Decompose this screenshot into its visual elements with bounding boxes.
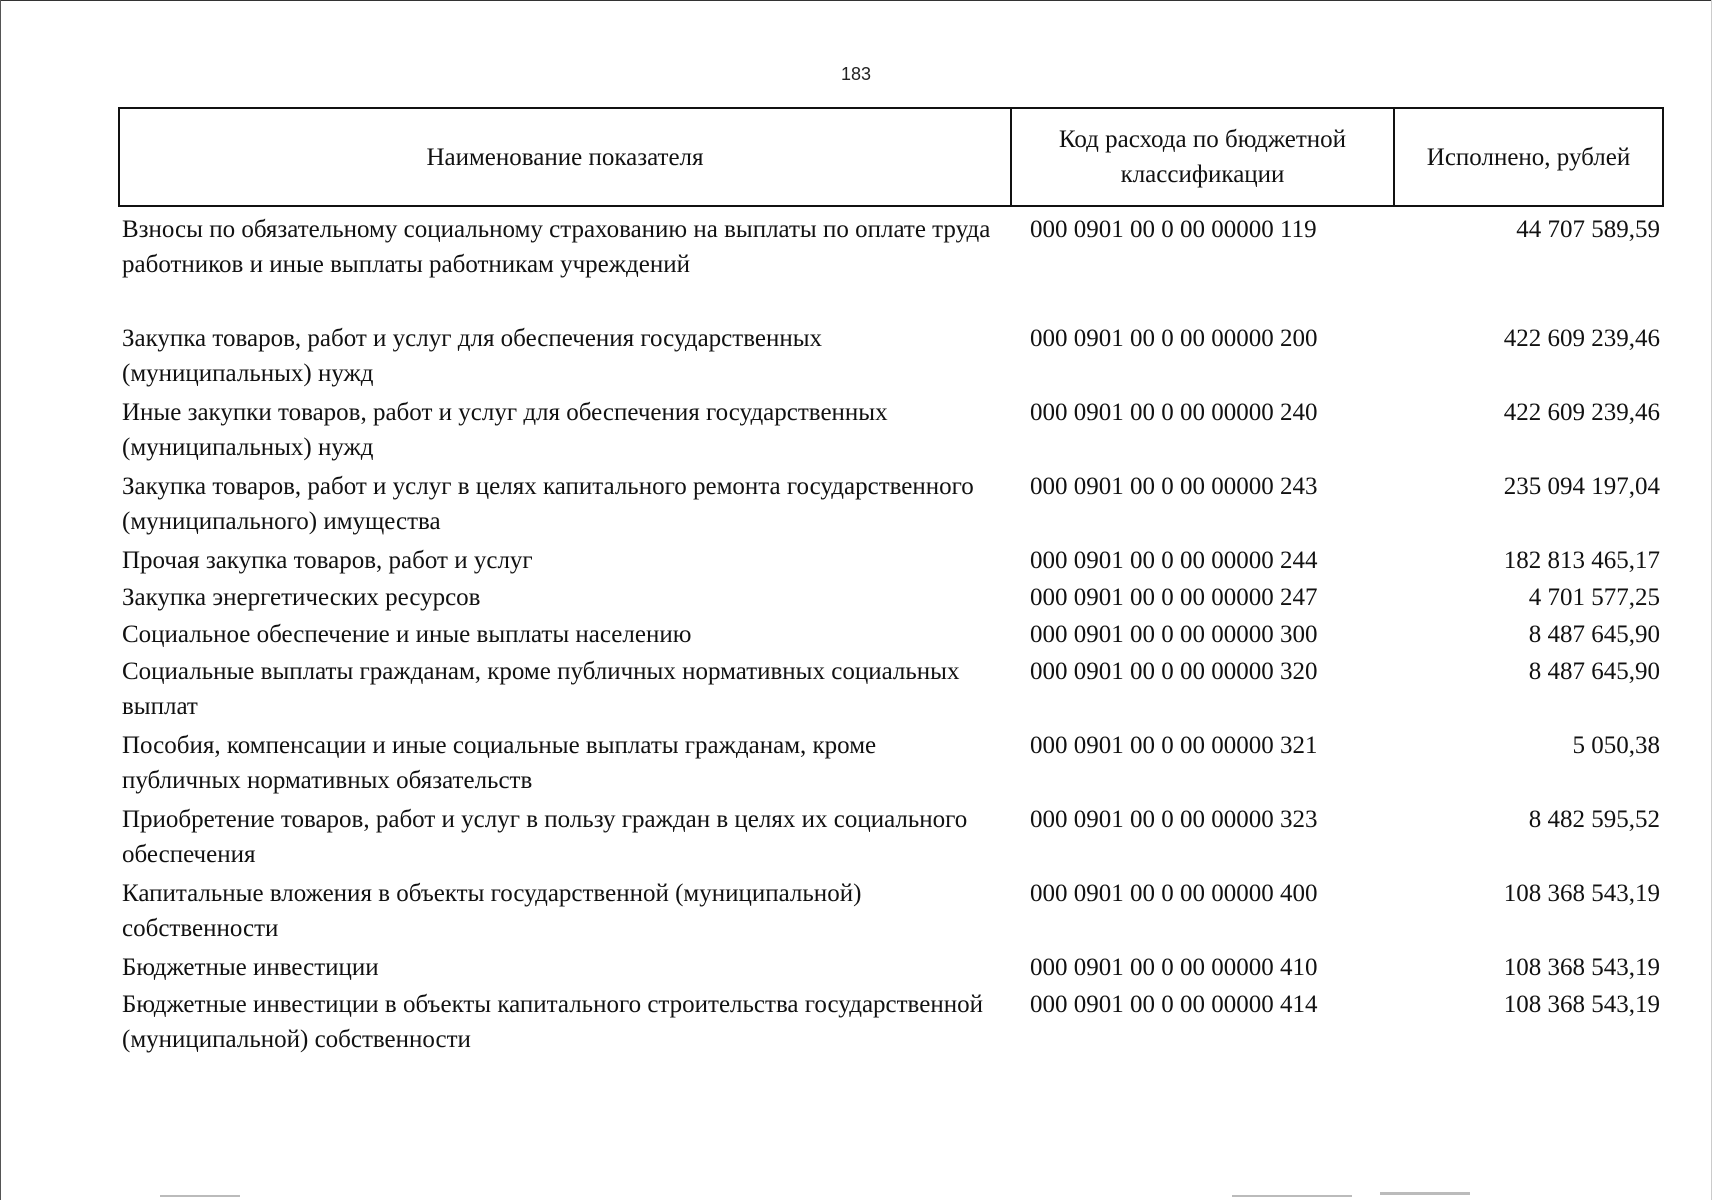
header-indicator-name: Наименование показателя	[120, 109, 1012, 205]
row-name: Закупка энергетических ресурсов	[122, 584, 481, 611]
table-header	[118, 107, 1664, 207]
row-code: 000 0901 00 0 00 00000 414	[1030, 991, 1318, 1018]
table-row	[118, 876, 1664, 946]
row-executed: 422 609 239,46	[1503, 325, 1660, 352]
table-row	[118, 321, 1664, 391]
row-name: Закупка товаров, работ и услуг в целях капитального ремонта государственного (муниципального) имущества	[122, 473, 974, 535]
row-code: 000 0901 00 0 00 00000 400	[1030, 880, 1318, 907]
row-name: Приобретение товаров, работ и услуг в пользу граждан в целях их социального обеспечения	[122, 806, 968, 868]
row-code: 000 0901 00 0 00 00000 244	[1030, 547, 1318, 574]
table-row	[118, 395, 1664, 465]
row-code: 000 0901 00 0 00 00000 300	[1030, 621, 1318, 648]
row-name: Социальное обеспечение и иные выплаты населению	[122, 621, 692, 648]
row-code: 000 0901 00 0 00 00000 240	[1030, 399, 1318, 426]
header-expense-code: Код расхода по бюджетной классификации	[1012, 109, 1395, 205]
row-name: Взносы по обязательному социальному страхованию на выплаты по оплате труда работников и иные выплаты работникам учреждений	[122, 216, 991, 278]
row-code: 000 0901 00 0 00 00000 321	[1030, 732, 1318, 759]
row-code: 000 0901 00 0 00 00000 323	[1030, 806, 1318, 833]
scan-border-top	[0, 0, 1712, 1]
row-code: 000 0901 00 0 00 00000 119	[1030, 216, 1317, 243]
scan-artifact	[160, 1195, 240, 1197]
row-executed: 5 050,38	[1572, 732, 1660, 759]
scan-border-left	[0, 0, 1, 1200]
row-executed: 235 094 197,04	[1503, 473, 1660, 500]
row-executed: 108 368 543,19	[1503, 991, 1660, 1018]
row-name: Пособия, компенсации и иные социальные выплаты гражданам, кроме публичных нормативных обязательств	[122, 732, 877, 794]
row-name: Капитальные вложения в объекты государственной (муниципальной) собственности	[122, 880, 862, 942]
row-name: Иные закупки товаров, работ и услуг для обеспечения государственных (муниципальных) нужд	[122, 399, 888, 461]
row-name: Бюджетные инвестиции в объекты капитального строительства государственной (муниципальной) собственности	[122, 991, 983, 1053]
row-code: 000 0901 00 0 00 00000 320	[1030, 658, 1318, 685]
row-name: Закупка товаров, работ и услуг для обеспечения государственных (муниципальных) нужд	[122, 325, 823, 387]
page-number: 183	[840, 64, 872, 84]
table-row	[118, 469, 1664, 539]
table-row	[118, 728, 1664, 798]
scan-artifact	[1232, 1195, 1352, 1197]
row-executed: 422 609 239,46	[1503, 399, 1660, 426]
row-code: 000 0901 00 0 00 00000 243	[1030, 473, 1318, 500]
row-code: 000 0901 00 0 00 00000 410	[1030, 954, 1318, 981]
table-row	[118, 580, 1664, 615]
row-executed: 8 487 645,90	[1528, 658, 1660, 685]
table-row	[118, 987, 1664, 1057]
table-row	[118, 617, 1664, 652]
table-row	[118, 654, 1664, 724]
row-name: Прочая закупка товаров, работ и услуг	[122, 547, 533, 574]
row-code: 000 0901 00 0 00 00000 200	[1030, 325, 1318, 352]
row-name: Социальные выплаты гражданам, кроме публичных нормативных социальных выплат	[122, 658, 960, 720]
table-row	[118, 950, 1664, 985]
table-row	[118, 212, 1664, 282]
row-executed: 44 707 589,59	[1516, 216, 1660, 243]
table-row	[118, 543, 1664, 578]
row-executed: 108 368 543,19	[1503, 880, 1660, 907]
table-row	[118, 802, 1664, 872]
row-executed: 8 482 595,52	[1528, 806, 1660, 833]
row-executed: 182 813 465,17	[1503, 547, 1660, 574]
row-code: 000 0901 00 0 00 00000 247	[1030, 584, 1318, 611]
row-executed: 108 368 543,19	[1503, 954, 1660, 981]
row-executed: 8 487 645,90	[1528, 621, 1660, 648]
scan-artifact	[1380, 1192, 1470, 1195]
row-executed: 4 701 577,25	[1528, 584, 1660, 611]
row-name: Бюджетные инвестиции	[122, 954, 379, 981]
header-executed-amount: Исполнено, рублей	[1426, 143, 1631, 171]
